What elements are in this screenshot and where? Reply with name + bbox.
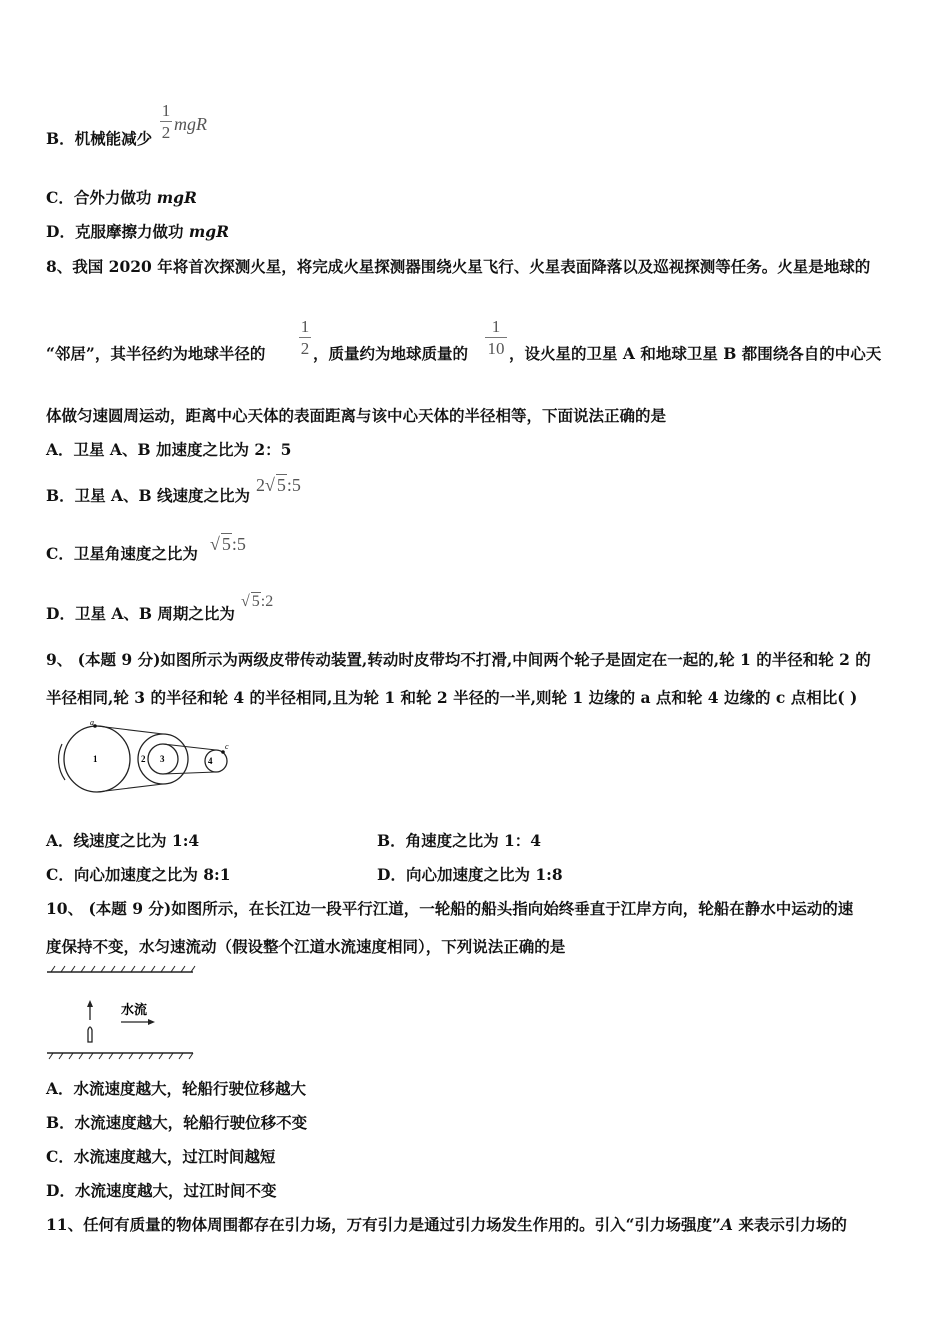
q8-fraction-radius: 1 2 <box>300 317 310 358</box>
q8-option-b[interactable] <box>46 484 250 506</box>
q8-option-d[interactable] <box>46 602 235 624</box>
label-a: a <box>90 718 94 727</box>
q9-option-a[interactable]: A．线速度之比为 1:4 <box>46 831 200 850</box>
river-figure <box>45 962 200 1062</box>
label-c: c <box>225 742 229 751</box>
q7-option-b-math: mgR <box>174 114 207 134</box>
q10-option-d[interactable]: D．水流速度越大，过江时间不变 <box>46 1181 277 1200</box>
q8-option-b-label: B．卫星 A、B 线速度之比为 <box>46 486 251 505</box>
q10-option-a[interactable]: A．水流速度越大，轮船行驶位移越大 <box>46 1079 307 1098</box>
q9-stem-line2: 半径相同,轮 3 的半径和轮 4 的半径相同,且为轮 1 和轮 2 半径的一半,则轮 1 边缘的 a 点和轮 4 边缘的 c 点相比( ) <box>46 688 858 707</box>
water-flow-label: 水流 <box>121 1002 148 1017</box>
q9-stem-line1: 9、 (本题 9 分)如图所示为两级皮带传动装置,转动时皮带均不打滑,中间两个轮子是固定在一起的,轮 1 的半径和轮 2 的 <box>46 650 871 669</box>
label-wheel-1: 1 <box>93 754 98 764</box>
q8-option-d-label: D．卫星 A、B 周期之比为 <box>46 604 235 623</box>
q7-option-b-label: B．机械能减少 <box>46 129 153 148</box>
q7-option-c-label: C．合外力做功 <box>46 188 152 207</box>
boat-heading-arrowhead <box>87 1000 93 1007</box>
q8-stem-line1: 8、我国 2020 年将首次探测火星，将完成火星探测器围绕火星飞行、火星表面降落以及巡视探测等任务。火星是地球的 <box>46 257 871 276</box>
q8-option-b-math: 2√ 5:5 <box>256 475 301 495</box>
near-bank-hatching <box>49 1053 193 1059</box>
q7-option-d[interactable] <box>46 220 229 242</box>
far-bank-hatching <box>51 966 195 972</box>
label-wheel-4: 4 <box>208 756 213 766</box>
q10-option-b[interactable]: B．水流速度越大，轮船行驶位移不变 <box>46 1113 308 1132</box>
q8-stem-line3: 体做匀速圆周运动，距离中心天体的表面距离与该中心天体的半径相等，下面说法正确的是 <box>46 406 667 425</box>
q11-stem-text-a: 11、任何有质量的物体周围都存在引力场，万有引力是通过引力场发生作用的。引入“引力场强度” <box>46 1215 721 1234</box>
belt-drive-figure <box>50 716 240 796</box>
q9-option-c[interactable]: C．向心加速度之比为 8:1 <box>46 865 231 884</box>
q8-option-c-math: √ 5:5 <box>210 534 246 554</box>
q8-option-d-math: √ 5:2 <box>241 593 274 610</box>
q7-option-b[interactable] <box>46 127 152 149</box>
label-wheel-2: 2 <box>141 754 146 764</box>
q8-option-c-label: C．卫星角速度之比为 <box>46 544 198 563</box>
q10-stem-line2: 度保持不变，水匀速流动（假设整个江道水流速度相同），下列说法正确的是 <box>46 937 566 956</box>
q8-option-a[interactable]: A．卫星 A、B 加速度之比为 2：5 <box>46 440 292 459</box>
boat-icon <box>88 1027 92 1042</box>
q11-stem-var: A <box>720 1215 733 1234</box>
label-wheel-3: 3 <box>160 754 165 764</box>
q11-stem-text-b: 来表示引力场的 <box>732 1215 847 1234</box>
q8-stem-line2a: “邻居”，其半径约为地球半径的 <box>46 344 266 363</box>
q10-stem-line1: 10、 (本题 9 分)如图所示，在长江边一段平行江道，一轮船的船头指向始终垂直于江岸方向，轮船在静水中运动的速 <box>46 899 854 918</box>
q9-option-d[interactable]: D．向心加速度之比为 1:8 <box>377 865 563 884</box>
q11-stem-line1 <box>46 1213 847 1235</box>
q8-stem-line2c: ，设火星的卫星 A 和地球卫星 B 都围绕各自的中心天 <box>509 344 882 363</box>
q7-option-b-fraction: 1 2 <box>161 101 171 142</box>
belt-lower-1 <box>97 784 163 792</box>
belt-upper-1 <box>97 726 163 734</box>
q7-option-c-math: mgR <box>156 188 197 207</box>
q10-option-c[interactable]: C．水流速度越大，过江时间越短 <box>46 1147 276 1166</box>
q7-option-c[interactable] <box>46 186 197 208</box>
q8-option-c[interactable] <box>46 542 198 564</box>
q7-option-d-math: mgR <box>188 222 229 241</box>
q7-option-d-label: D．克服摩擦力做功 <box>46 222 184 241</box>
water-flow-arrowhead <box>148 1019 155 1025</box>
q8-fraction-mass: 1 10 <box>485 317 507 358</box>
q9-option-b[interactable]: B．角速度之比为 1：4 <box>377 831 542 850</box>
q8-stem-line2b: ，质量约为地球质量的 <box>313 344 469 363</box>
